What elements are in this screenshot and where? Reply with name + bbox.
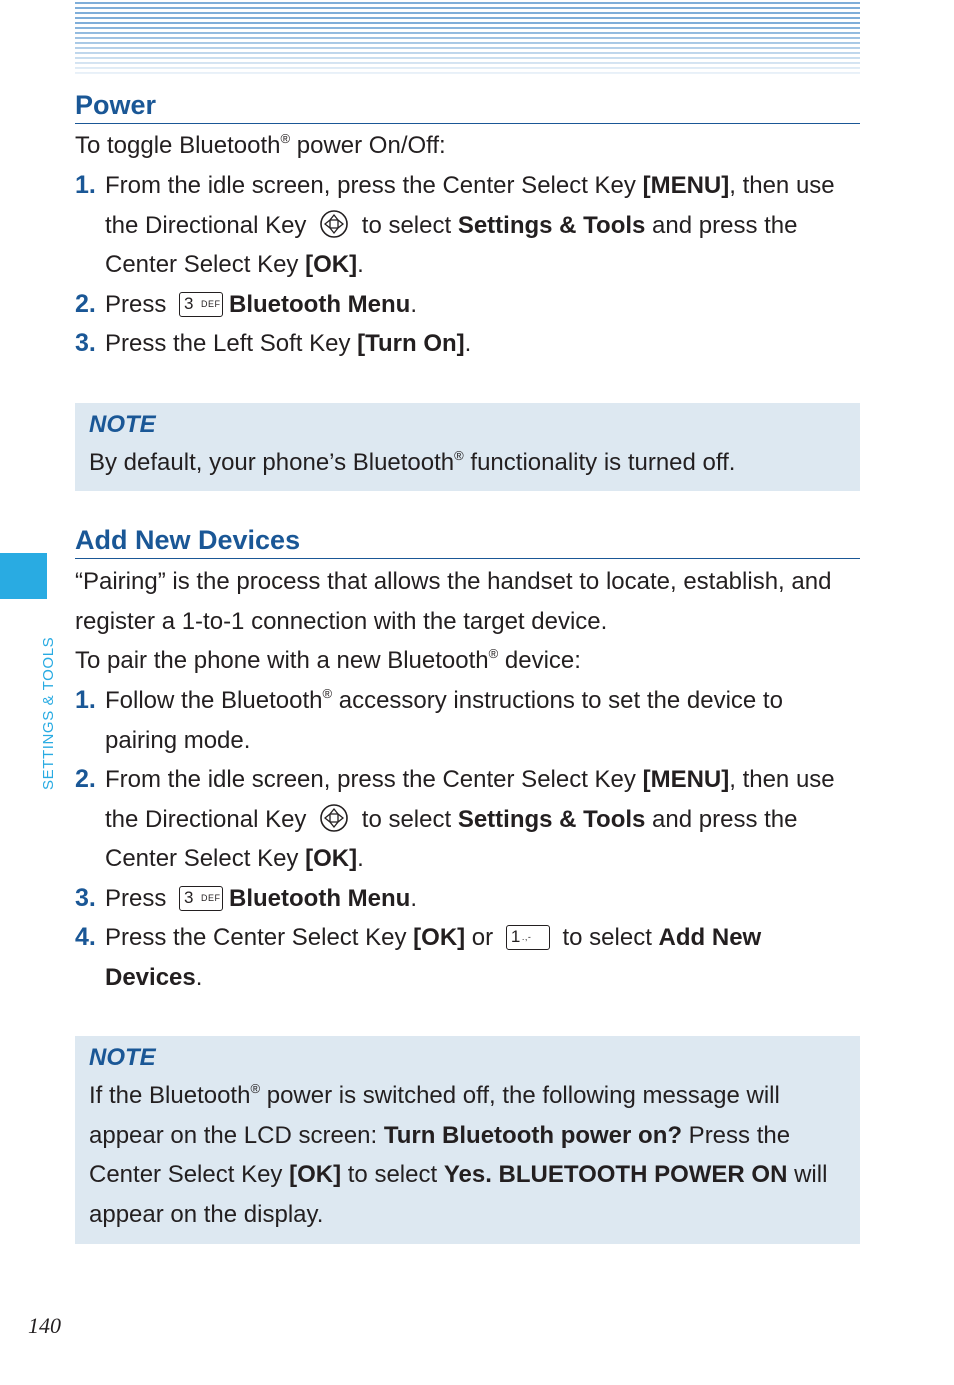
- power-step-2: 2. Press 3 DEF Bluetooth Menu.: [75, 290, 417, 318]
- page-number: 140: [28, 1313, 61, 1338]
- header-decoration: [75, 2, 860, 74]
- add-step-2: 2. From the idle screen, press the Center Select Key [MENU], then use the Directional Key to select Settings & Tools and press the Center Select Key [OK].: [75, 765, 835, 873]
- add-devices-intro-2: To pair the phone with a new Bluetooth® device:: [75, 646, 581, 674]
- add-step-3: 3. Press 3 DEF Bluetooth Menu.: [75, 884, 417, 912]
- add-devices-note: NOTE If the Bluetooth® power is switched off, the following message will appear on the LCD screen: Turn Bluetooth power on? Press the Center Select Key [OK] to select Yes. BLUETOOTH POWER ON will appear on the display.: [75, 1036, 860, 1244]
- key-3-icon: 3 DEF: [179, 292, 223, 317]
- directional-key-icon: [319, 803, 349, 833]
- add-step-4: 4. Press the Center Select Key [OK] or 1 .,- to select Add New Devices.: [75, 923, 762, 991]
- directional-key-icon: [319, 209, 349, 239]
- add-step-1: 1. Follow the Bluetooth® accessory instructions to set the device to pairing mode.: [75, 686, 783, 754]
- power-step-3: 3. Press the Left Soft Key [Turn On].: [75, 329, 472, 357]
- power-intro: To toggle Bluetooth® power On/Off:: [75, 131, 446, 159]
- power-heading: Power: [75, 89, 860, 124]
- add-devices-heading: Add New Devices: [75, 524, 860, 559]
- power-step-1: 1. From the idle screen, press the Center Select Key [MENU], then use the Directional Key to select Settings & Tools and press the Center Select Key [OK].: [75, 171, 835, 279]
- power-note: NOTE By default, your phone’s Bluetooth® functionality is turned off.: [75, 403, 860, 491]
- key-3-icon: 3 DEF: [179, 886, 223, 911]
- add-devices-intro: “Pairing” is the process that allows the handset to locate, establish, and register a 1-to-1 connection with the target device.: [75, 568, 832, 635]
- key-1-icon: 1 .,-: [506, 925, 550, 950]
- side-section-label: SETTINGS & TOOLS: [40, 636, 57, 790]
- section-tab-marker: [0, 553, 47, 599]
